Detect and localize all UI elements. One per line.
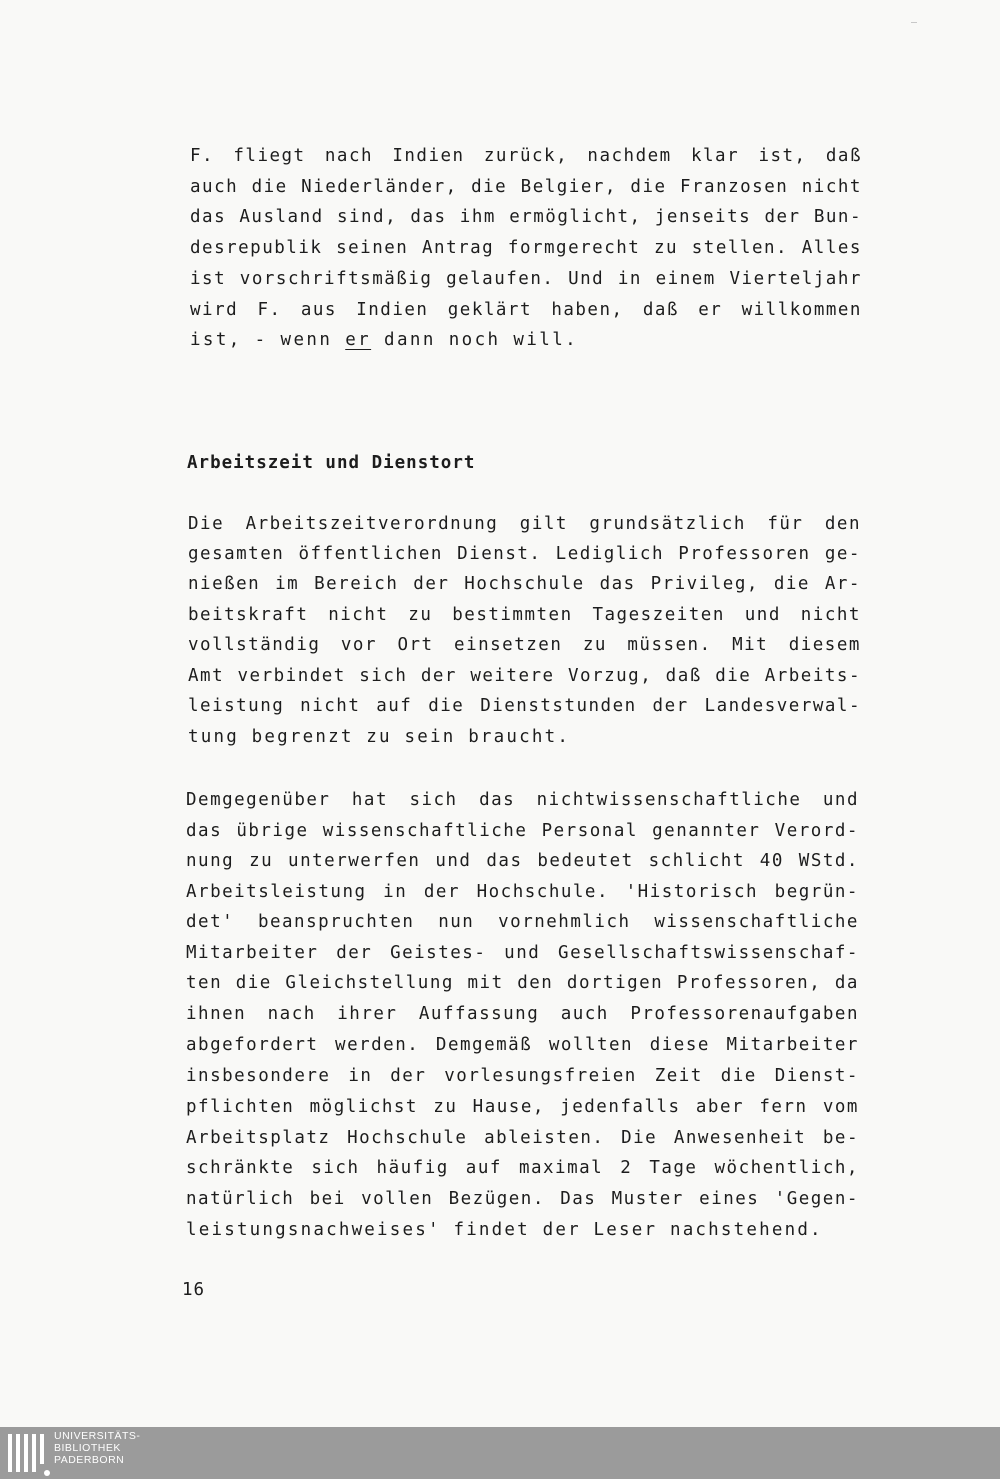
word: zu <box>654 238 679 258</box>
text-fragment: dann noch will. <box>371 330 579 350</box>
word: Antrag <box>422 238 495 258</box>
word: ge- <box>824 544 861 564</box>
word: ist <box>190 269 227 289</box>
word: und <box>822 790 859 810</box>
word: wollten <box>548 1035 634 1055</box>
word: das <box>599 574 636 594</box>
logo-bar <box>40 1434 44 1464</box>
word: der <box>423 882 460 902</box>
word: bei <box>309 1189 346 1209</box>
word: Niederländer, <box>301 177 458 197</box>
word: diesem <box>788 635 861 655</box>
text-line <box>190 202 862 232</box>
word: nach <box>324 146 374 166</box>
word: zurück, <box>483 146 569 166</box>
word: Muster <box>611 1189 684 1209</box>
text-line <box>186 999 859 1029</box>
word: diese <box>649 1035 710 1055</box>
word: einsetzen <box>454 635 563 655</box>
word: die <box>251 177 288 197</box>
word: jenseits <box>654 207 752 227</box>
word: Arbeitsleistung <box>186 882 367 902</box>
word: die <box>720 1066 757 1086</box>
word: Tage <box>649 1158 698 1178</box>
text-line-last <box>190 325 1000 355</box>
word: die <box>235 973 272 993</box>
word: geklärt <box>447 300 533 320</box>
word: im <box>275 574 300 594</box>
word: zu <box>433 1097 458 1117</box>
word: in <box>383 882 408 902</box>
logo-bar <box>16 1434 20 1472</box>
word: ist, <box>758 146 807 166</box>
word: F. <box>257 300 282 320</box>
word: eines <box>699 1189 760 1209</box>
word: schränkte <box>186 1158 295 1178</box>
word: den <box>824 514 861 534</box>
word: genannter <box>652 821 761 841</box>
word: sich <box>409 790 458 810</box>
text-line <box>186 968 859 998</box>
word: willkommen <box>741 300 862 320</box>
text-line <box>186 816 859 846</box>
word: nicht <box>801 177 862 197</box>
library-logo-icon <box>8 1430 48 1476</box>
word: Personal <box>541 821 638 841</box>
word: F. <box>190 146 215 166</box>
word: verbindet <box>237 666 346 686</box>
word: Professorenaufgaben <box>630 1004 859 1024</box>
word: der <box>336 943 373 963</box>
word: Ausland <box>239 207 324 227</box>
word: zu <box>408 605 433 625</box>
word: leistung <box>188 696 285 716</box>
word: vollständig <box>188 635 321 655</box>
word: wissenschaftliche <box>322 821 528 841</box>
word: Geistes- <box>390 943 487 963</box>
word: abgefordert <box>186 1035 319 1055</box>
page-number: 16 <box>182 1280 206 1300</box>
word: die <box>715 666 752 686</box>
logo-bar <box>8 1434 12 1472</box>
text-line <box>188 691 861 721</box>
word: beanspruchten <box>257 912 415 932</box>
text-line <box>190 172 862 202</box>
word: er <box>698 300 723 320</box>
word: Alles <box>801 238 862 258</box>
word: hat <box>351 790 388 810</box>
word: der <box>413 574 450 594</box>
word: Arbeitsplatz <box>186 1128 331 1148</box>
word: nachdem <box>587 146 672 166</box>
word: Dienst. <box>457 544 542 564</box>
word: Gesellschaftswissenschaf- <box>558 943 859 963</box>
word: gilt <box>519 514 568 534</box>
word: Landesverwal- <box>704 696 861 716</box>
text-fragment: ist, - wenn <box>190 330 346 350</box>
word: unterwerfen <box>288 851 421 871</box>
text-line <box>190 233 862 263</box>
word: jedenfalls <box>560 1097 681 1117</box>
word: insbesondere <box>186 1066 331 1086</box>
logo-bar <box>32 1434 36 1472</box>
word: Hochschule <box>347 1128 468 1148</box>
word: die <box>428 696 465 716</box>
word: nung <box>186 851 235 871</box>
word: ihrer <box>337 1004 398 1024</box>
text-line <box>190 141 862 171</box>
word: schlicht <box>648 851 745 871</box>
word: Ar- <box>824 574 861 594</box>
word: und <box>744 605 781 625</box>
word: werden. <box>335 1035 420 1055</box>
word: das <box>410 207 447 227</box>
word: stellen. <box>691 238 789 258</box>
word: Indien <box>392 146 465 166</box>
word: Indien <box>356 300 429 320</box>
word: Zeit <box>654 1066 703 1086</box>
word: das <box>186 821 223 841</box>
word: klar <box>690 146 740 166</box>
word: auch <box>190 177 239 197</box>
text-line <box>188 630 861 660</box>
word: aus <box>300 300 337 320</box>
word: daß <box>825 146 862 166</box>
word: Gleichstellung <box>285 973 454 993</box>
word: den <box>517 973 554 993</box>
underlined-word: er <box>345 330 372 350</box>
word: Dienststunden <box>480 696 637 716</box>
word: zu <box>249 851 274 871</box>
word: die <box>471 177 508 197</box>
word: der <box>390 1066 427 1086</box>
word: bedeutet <box>537 851 634 871</box>
text-line <box>188 509 861 539</box>
word: desrepublik <box>190 238 323 258</box>
word: aber <box>695 1097 745 1117</box>
word: Ort <box>397 635 434 655</box>
word: ihnen <box>186 1004 247 1024</box>
word: det' <box>186 912 235 932</box>
word: vorschriftsmäßig <box>239 269 433 289</box>
word: der <box>764 207 801 227</box>
word: in <box>617 269 642 289</box>
word: öffentlichen <box>298 544 443 564</box>
word: in <box>348 1066 373 1086</box>
word: Die <box>188 514 225 534</box>
word: gesamten <box>188 544 285 564</box>
word: Anwesenheit <box>673 1128 807 1148</box>
word: Amt <box>188 666 225 686</box>
word: Hochschule. <box>476 882 610 902</box>
word: daß <box>665 666 702 686</box>
word: das <box>486 851 523 871</box>
word: seinen <box>336 238 409 258</box>
word: Hochschule <box>464 574 585 594</box>
text-line <box>186 877 859 907</box>
text-line <box>188 539 861 569</box>
word: weitere <box>470 666 555 686</box>
word: Auffassung <box>418 1004 540 1024</box>
word: 'Historisch <box>625 882 759 902</box>
logo-line: PADERBORN <box>54 1454 125 1466</box>
word: Vorzug, <box>568 666 653 686</box>
text-line <box>190 295 862 325</box>
word: nicht <box>300 696 361 716</box>
word: nichtwissenschaftliche <box>536 790 802 810</box>
word: pflichten <box>186 1097 295 1117</box>
scan-mark <box>911 22 917 23</box>
logo-dot <box>44 1470 50 1476</box>
text-line <box>186 1123 859 1153</box>
word: begrün- <box>774 882 859 902</box>
word: natürlich <box>186 1189 295 1209</box>
library-footer <box>0 1427 1000 1479</box>
word: bestimmten <box>452 605 573 625</box>
word: maximal <box>518 1158 604 1178</box>
word: die <box>773 574 810 594</box>
word: übrige <box>236 821 309 841</box>
word: Bezügen. <box>448 1189 545 1209</box>
word: Belgier, <box>520 177 617 197</box>
word: da <box>834 973 859 993</box>
word: Demgemäß <box>435 1035 533 1055</box>
word: WStd. <box>798 851 859 871</box>
word: vornehmlich <box>498 912 631 932</box>
word: haben, <box>551 300 624 320</box>
word: Arbeitszeitverordnung <box>245 514 499 534</box>
word: dortigen <box>566 973 664 993</box>
word: nach <box>267 1004 316 1024</box>
word: nicht <box>328 605 389 625</box>
word: der <box>420 666 457 686</box>
word: fliegt <box>233 146 306 166</box>
word: sich <box>359 666 408 686</box>
word: für <box>767 514 804 534</box>
word: wöchentlich, <box>714 1158 859 1178</box>
section-heading: Arbeitszeit und Dienstort <box>187 453 476 473</box>
word: Demgegenüber <box>186 790 331 810</box>
word: Mit <box>732 635 769 655</box>
word: häufig <box>376 1158 449 1178</box>
text-line <box>190 264 862 294</box>
word: Arbeits- <box>764 666 861 686</box>
word: wissenschaftliche <box>654 912 859 932</box>
word: Verord- <box>774 821 859 841</box>
word: nun <box>438 912 475 932</box>
text-line <box>188 600 861 630</box>
word: ableisten. <box>484 1128 605 1148</box>
word: auch <box>560 1004 609 1024</box>
text-line <box>186 1061 859 1091</box>
word: grundsätzlich <box>589 514 746 534</box>
text-line-last: leistungsnachweises' findet der Leser nachstehend. <box>186 1220 823 1240</box>
text-line <box>186 1184 859 1214</box>
text-line <box>186 785 859 815</box>
word: beitskraft <box>188 605 309 625</box>
word: 'Gegen- <box>774 1189 859 1209</box>
word: daß <box>642 300 679 320</box>
word: wird <box>190 300 239 320</box>
logo-line: UNIVERSITÄTS- <box>54 1430 141 1442</box>
word: das <box>190 207 227 227</box>
word: vollen <box>361 1189 434 1209</box>
word: 40 <box>759 851 784 871</box>
word: Bun- <box>813 207 862 227</box>
text-line <box>186 1153 859 1183</box>
word: vorlesungsfreien <box>444 1066 637 1086</box>
word: fern <box>759 1097 808 1117</box>
word: und <box>504 943 541 963</box>
logo-bar <box>24 1434 28 1472</box>
word: ihm <box>459 207 496 227</box>
word: nießen <box>188 574 261 594</box>
word: Mitarbeiter <box>726 1035 859 1055</box>
word: ermöglicht, <box>509 207 642 227</box>
word: Professoren, <box>676 973 822 993</box>
library-logo-text <box>54 1430 140 1466</box>
word: einem <box>655 269 716 289</box>
word: vor <box>340 635 377 655</box>
word: Franzosen <box>679 177 789 197</box>
word: auf <box>376 696 413 716</box>
word: Tageszeiten <box>592 605 725 625</box>
text-line <box>186 938 859 968</box>
word: Vierteljahr <box>729 269 862 289</box>
text-line <box>186 907 859 937</box>
word: zu <box>582 635 607 655</box>
text-line <box>186 846 859 876</box>
word: Mitarbeiter <box>186 943 319 963</box>
word: nicht <box>800 605 861 625</box>
word: auf <box>465 1158 502 1178</box>
text-line-last: tung begrenzt zu sein braucht. <box>188 727 571 747</box>
word: Lediglich <box>555 544 664 564</box>
text-line <box>186 1092 859 1122</box>
word: mit <box>467 973 504 993</box>
word: die <box>630 177 667 197</box>
word: sich <box>311 1158 360 1178</box>
word: be- <box>822 1128 859 1148</box>
word: 2 <box>620 1158 633 1178</box>
word: Dienst- <box>774 1066 859 1086</box>
word: das <box>479 790 516 810</box>
word: vom <box>822 1097 859 1117</box>
word: Das <box>560 1189 597 1209</box>
word: Und <box>568 269 605 289</box>
word: Privileg, <box>650 574 759 594</box>
word: und <box>435 851 472 871</box>
word: Hause, <box>472 1097 545 1117</box>
word: der <box>652 696 689 716</box>
word: möglichst <box>309 1097 418 1117</box>
word: Bereich <box>314 574 399 594</box>
word: müssen. <box>627 635 712 655</box>
word: sind, <box>336 207 398 227</box>
word: Die <box>621 1128 658 1148</box>
word: ten <box>186 973 223 993</box>
word: formgerecht <box>507 238 641 258</box>
text-line <box>188 569 861 599</box>
word: gelaufen. <box>446 269 555 289</box>
word: Professoren <box>678 544 811 564</box>
text-line <box>186 1030 859 1060</box>
logo-line: BIBLIOTHEK <box>54 1442 121 1454</box>
text-line <box>188 661 861 691</box>
